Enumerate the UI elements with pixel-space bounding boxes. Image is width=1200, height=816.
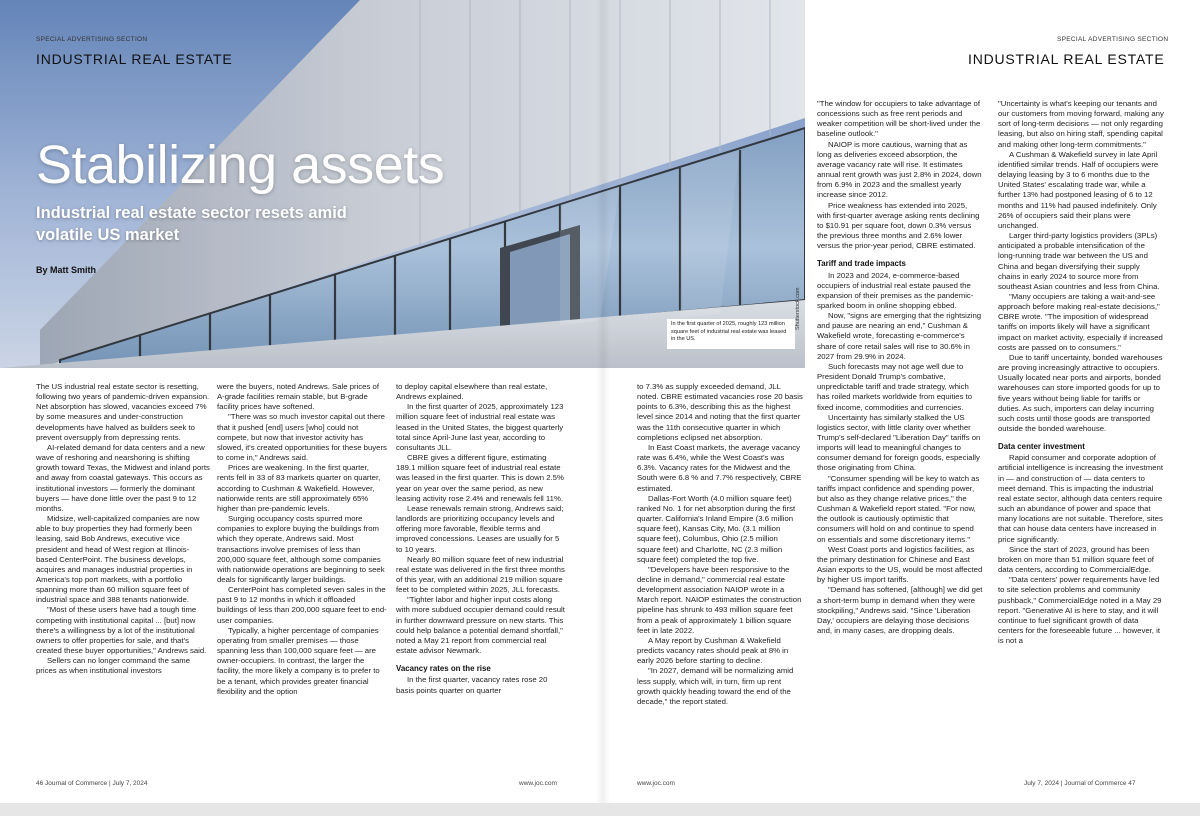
paragraph: Sellers can no longer command the same prices as when institutional investors xyxy=(36,656,191,676)
paragraph: Midsize, well-capitalized companies are now able to buy properties they had formerly been leasing, said Bob Andrews, executive vice president and head of West region at Illinois-based CenterPoint. The business develops, acquires and manages industrial properties in America's top port markets, with a portfolio spanning more than 60 million square feet of industrial space and 388 tenants nationwide. xyxy=(36,514,200,605)
article-column-4 xyxy=(637,382,803,707)
paragraph: NAIOP is more cautious, warning that as long as deliveries exceed absorption, the average vacancy rate will rise. It estimates annual rent growth was just 2.8% in 2024, down from 6.9% in 2023 and the smallest yearly increase since 2012. xyxy=(817,139,982,200)
subheading: Tariff and trade impacts xyxy=(817,259,906,269)
paragraph: Uncertainty has similarly stalked the US logistics sector, with little clarity over whether Trump's self-declared "Liberation Day" tariffs on imports will lead to meaningful changes to consumer demand for foreign goods, especially those originating from China. xyxy=(817,412,981,473)
paragraph: Prices are weakening. In the first quarter, rents fell in 33 of 83 markets quarter on quarter, according to Cushman & Wakefield. However, nationwide rents are still approximately 65% higher than pre-pandemic levels. xyxy=(217,463,381,513)
paragraph: Nearly 80 million square feet of new industrial real estate was delivered in the first three months of this year, with an additional 219 million square feet to be completed within 2025, JLL forecasts. xyxy=(396,554,565,595)
paragraph: "Developers have been responsive to the decline in demand," commercial real estate development association NAIOP wrote in a March report. NAIOP estimates the construction pipeline has shrunk to 493 million square feet from a peak of approximately 1 billion square feet in late 2022. xyxy=(637,564,802,635)
paragraph: West Coast ports and logistics facilities, as the primary destination for Chinese and East Asian exports to the US, would be most affected by higher US import tariffs. xyxy=(817,544,983,585)
photo-credit: Shutterstock.com xyxy=(795,287,801,330)
paragraph: "Many occupiers are taking a wait-and-see approach before making real-estate decisions," CBRE wrote. "The imposition of widespread tariffs on imports likely will have a significant impact on market activity, especially if increased costs are passed on to consumers." xyxy=(998,291,1163,352)
section-title: INDUSTRIAL REAL ESTATE xyxy=(36,51,233,67)
paragraph: AI-related demand for data centers and a new wave of reshoring and nearshoring is shifting growth toward Texas, the Midwest and inland ports and away from coastal gateways. This occurs as institutional investors — formerly the dominant buyers — have done little over the past 9 to 12 months. xyxy=(36,442,210,513)
headline: Stabilizing assets xyxy=(36,135,445,195)
paragraph: "Tighter labor and higher input costs along with more subdued occupier demand could result in further downward pressure on new starts. This could help balance a potential demand shortfall," noted a May 21 report from commercial real estate advisor Newmark. xyxy=(396,595,565,656)
paragraph: CenterPoint has completed seven sales in the past 9 to 12 months in which it offloaded buildings of less than 200,000 square feet to end-user companies. xyxy=(217,585,387,625)
paragraph: "Most of these users have had a tough time competing with institutional capital ... [but] now there's a willingness by a lot of the institutional owners to offer properties for sale, and that's created these buyer opportunities," Andrews said. xyxy=(36,605,207,656)
paragraph: Lease renewals remain strong, Andrews said; landlords are prioritizing occupancy levels and offering more favorable, flexible terms and improved concessions. Leases are usually for 5 to 10 years. xyxy=(396,503,564,554)
paragraph: In East Coast markets, the average vacancy rate was 6.4%, while the West Coast's was 6.3%. Vacancy rates for the Midwest and the South were 6.8 % and 7.7% respectively, CBRE estimated. xyxy=(637,442,802,493)
paragraph: Rapid consumer and corporate adoption of artificial intelligence is increasing the investment in — and construction of — data centers to meet demand. This is impacting the industrial real estate sector, although data centers require such an abundance of power and space that many locations are not suitable. Therefore, sites that can house data centers have increased in price significantly. xyxy=(998,453,1163,544)
paragraph: A Cushman & Wakefield survey in late April identified similar trends. Half of occupiers were delaying leasing by 3 to 6 months due to the United States' escalating trade war, while a further 13% had postponed leasing of 6 to 12 months and 11% had paused indefinitely. Only 26% of occupiers said their plans were unchanged. xyxy=(998,149,1159,230)
subheading: Vacancy rates on the rise xyxy=(396,664,491,674)
subheadline: Industrial real estate sector resets amid volatile US market xyxy=(36,204,347,244)
photo-caption: In the first quarter of 2025, roughly 123 million square feet of industrial real estate was leased in the US. xyxy=(667,319,795,349)
paragraph: Price weakness has extended into 2025, with first-quarter average asking rents declining to $10.91 per square foot, down 0.3% versus the previous three months and 2.6% lower versus the prior-year period, CBRE estimated. xyxy=(817,200,980,251)
footer-right-url: www.joc.com xyxy=(637,780,675,787)
paragraph: "Uncertainty is what's keeping our tenants and our customers from moving forward, making any sort of long-term decisions — not only regarding leasing, but also on hiring staff, spending capital and making other long-term commitments." xyxy=(998,99,1164,149)
paragraph: "Consumer spending will be key to watch as tariffs impact confidence and spending power, but also as they change relative prices," the Cushman & Wakefield report stated. "For now, the outlook is cautiously optimistic that consumers will hold on and continue to spend on essentials and some discretionary items." xyxy=(817,473,980,544)
paragraph: Now, "signs are emerging that the rightsizing and pause are nearing an end," Cushman & Wakefield wrote, forecasting e-commerce's share of core retail sales will rise to 30.6% in 2027 from 29.9% in 2024. xyxy=(817,311,982,361)
paragraph: "Demand has softened, [although] we did get a short-term bump in demand when they were stockpiling," Andrews said. "Since 'Liberation Day,' occupiers are delaying those decisions and, in many cases, are dropping deals. xyxy=(817,585,983,635)
paragraph: to 7.3% as supply exceeded demand, JLL noted. CBRE estimated vacancies rose 20 basis points to 6.3%, describing this as the highest level since 2014 and noting that the first quarter was the 11th consecutive quarter in which completions eclipsed net absorption. xyxy=(637,382,803,442)
paragraph: Such forecasts may not age well due to President Donald Trump's combative, unpredictable tariff and trade strategy, which has roiled markets worldwide from equities to fixed income, commodities and currencies. xyxy=(817,361,973,412)
paragraph: "Data centers' power requirements have led to site selection problems and community pushback," CommercialEdge noted in a May 29 report. "Generative AI is here to stay, and it will continue to fuel significant growth of data centers for the foreseeable future ... however, it is not a xyxy=(998,575,1162,646)
article-column-6 xyxy=(998,99,1164,646)
article-column-1 xyxy=(36,382,210,677)
paragraph: In the first quarter of 2025, approximately 123 million square feet of industrial real estate was leased in the United States, the biggest quarterly total since April-June last year, according to consultants JLL. xyxy=(396,402,564,452)
section-title-right: INDUSTRIAL REAL ESTATE xyxy=(968,51,1165,67)
paragraph: A May report by Cushman & Wakefield predicts vacancy rates should peak at 8% in early 2026 before starting to decline. xyxy=(637,635,789,666)
paragraph: Typically, a higher percentage of companies operating from smaller premises — those spanning less than 100,000 square feet — are owner-occupiers. In contrast, the larger the facility, the more likely a company is to prefer to be a tenant, which provides greater financial flexibility and the option xyxy=(217,625,380,696)
paragraph: CBRE gives a different figure, estimating 189.1 million square feet of industrial real estate was leased in the first quarter. This is down 2.5% year on year over the same period, as new leasing activity rose 2.4% and renewals fell 11%. xyxy=(396,453,564,503)
special-advertising-label: SPECIAL ADVERTISING SECTION xyxy=(36,36,148,43)
footer-left-url: www.joc.com xyxy=(519,780,557,787)
paragraph: Since the start of 2023, ground has been broken on more than 51 million square feet of data centers, according to CommercialEdge. xyxy=(998,544,1154,575)
paragraph: In 2023 and 2024, e-commerce-based occupiers of industrial real estate paused the expansion of their premises as the pandemic-sparked boom in online shopping ebbed. xyxy=(817,270,974,310)
paragraph: "There was so much investor capital out there that it pushed [end] users [who] could not compete, but now that investor activity has slowed, it's created opportunities for these buyers to come in," Andrews said. xyxy=(217,412,387,463)
paragraph: Larger third-party logistics providers (3PLs) anticipated a probable intensification of the long-running trade war between the US and China and began diversifying their supply chains in early 2024 to source more from southeast Asian countries and less from China. xyxy=(998,231,1160,291)
paragraph: "The window for occupiers to take advantage of concessions such as free rent periods and weaker competition will be short-lived under the baseline outlook." xyxy=(817,99,981,139)
paragraph: In the first quarter, vacancy rates rose 20 basis points quarter on quarter xyxy=(396,675,548,695)
paragraph: Due to tariff uncertainty, bonded warehouses are proving increasingly attractive to occupiers. Usually located near ports and airports, bonded warehouses can store imported goods for up to five years without being liable for tariffs or duties. As such, importers can delay incurring such costs until those goods are transported outside the bonded warehouse. xyxy=(998,352,1163,433)
article-column-3 xyxy=(396,382,566,696)
footer-left-page: 46 Journal of Commerce | July 7, 2024 xyxy=(36,780,148,787)
viewer-background xyxy=(0,803,1200,816)
byline: By Matt Smith xyxy=(36,265,97,275)
subheading: Data center investment xyxy=(998,442,1085,452)
special-advertising-label-right: SPECIAL ADVERTISING SECTION xyxy=(1057,36,1169,43)
paragraph: "In 2027, demand will be normalizing amid less supply, which will, in turn, firm up rent growth quickly heading toward the end of the decade," the report stated. xyxy=(637,666,794,706)
paragraph: The US industrial real estate sector is resetting, following two years of pandemic-driven expansion. Net absorption has slowed, vacancies exceed 7% by some measures and under-construction developments have halved as builders seek to prevent oversupply from depressing rents. xyxy=(36,382,210,442)
paragraph: to deploy capital elsewhere than real estate, Andrews explained. xyxy=(396,382,548,402)
page-gutter xyxy=(596,0,610,803)
article-column-5 xyxy=(817,99,983,636)
article-column-2 xyxy=(217,382,387,697)
paragraph: Surging occupancy costs spurred more companies to explore buying the buildings from which they operate, Andrews said. Most transactions involve premises of less than 200,000 square feet, although some companies with nationwide operations are beginning to seek deals for significantly larger buildings. xyxy=(217,514,385,584)
paragraph: were the buyers, noted Andrews. Sale prices of A-grade facilities remain stable, but B-grade facility prices have softened. xyxy=(217,382,379,412)
paragraph: Dallas-Fort Worth (4.0 million square feet) ranked No. 1 for net absorption during the first quarter. California's Inland Empire (3.6 million square feet), Kansas City, Mo. (3.1 million square feet), Columbus, Ohio (2.5 million square feet) and Charlotte, NC (2.3 million square feet) completed the top five. xyxy=(637,493,796,564)
footer-right-page: July 7, 2024 | Journal of Commerce 47 xyxy=(1024,780,1136,787)
